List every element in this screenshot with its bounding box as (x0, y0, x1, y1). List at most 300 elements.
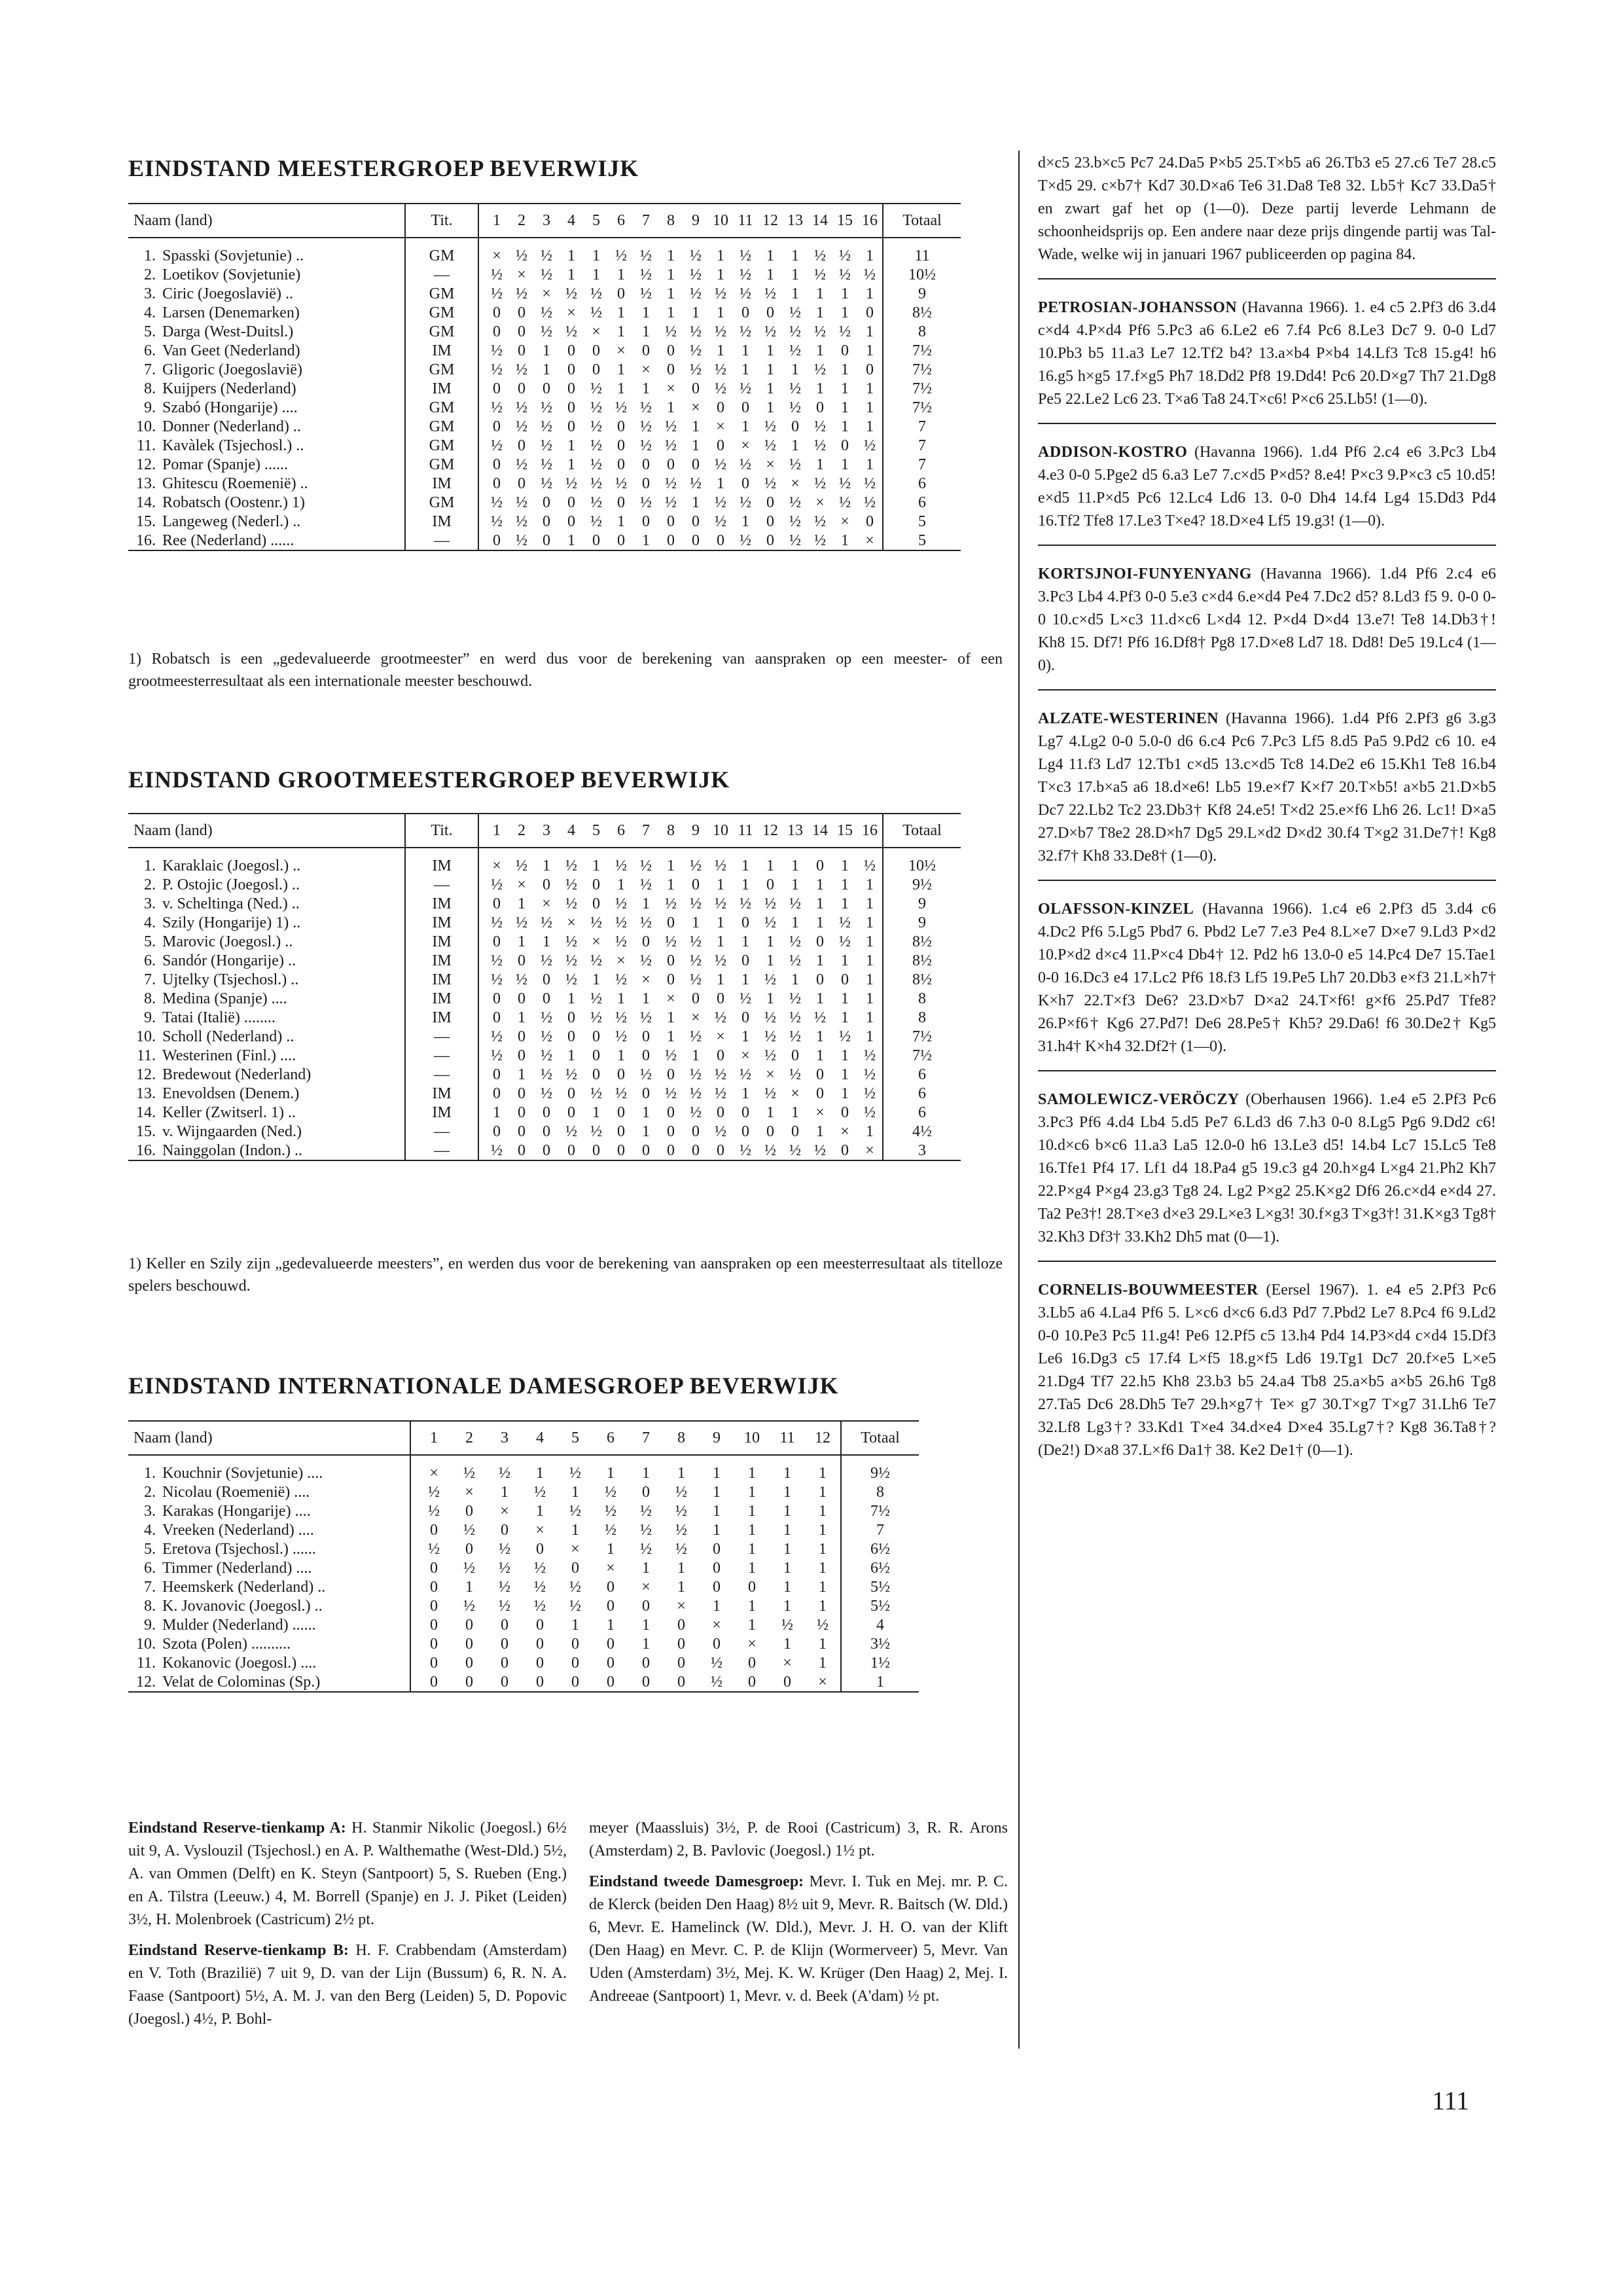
score-cell: 0 (567, 418, 575, 435)
rank: 6. (144, 342, 156, 359)
score-cell: ½ (864, 1066, 876, 1083)
score-cell: 1 (667, 876, 675, 893)
score-cell: 1 (543, 361, 550, 378)
score-cell: 0 (667, 1066, 675, 1083)
score-cell: 0 (465, 1502, 473, 1520)
table-row (128, 474, 961, 493)
score-cell: 1 (866, 399, 874, 416)
game-annotation (1038, 441, 1496, 533)
total-score: 11 (883, 246, 961, 265)
header-col-number: 8 (658, 814, 683, 848)
score-cell: × (815, 1103, 825, 1121)
score-cell: 1 (816, 456, 824, 473)
score-cell: 1 (617, 1047, 625, 1064)
score-cell: ½ (605, 1521, 616, 1539)
player-name: Robatsch (Oostenr.) 1) (156, 493, 405, 512)
score-cell: 1 (766, 933, 774, 950)
score-cell: 1 (766, 266, 774, 283)
table-row (128, 436, 961, 455)
score-cell: 1 (816, 914, 824, 931)
table-row (128, 455, 961, 474)
player-name: Eretova (Tsjechosl.) ...... (156, 1539, 410, 1558)
score-cell: 0 (791, 418, 799, 435)
score-cell: ½ (740, 493, 751, 511)
total-score: 8 (841, 1482, 919, 1501)
score-cell: ½ (491, 952, 503, 969)
score-cell: 0 (465, 1616, 473, 1634)
rank: 3. (144, 1502, 156, 1520)
total-score: 8½ (883, 951, 961, 970)
score-cell: ½ (640, 437, 652, 454)
score-cell: 1 (866, 247, 874, 264)
score-cell: 0 (642, 512, 650, 530)
score-cell: ½ (715, 1009, 726, 1026)
game-players: ADDISON-KOSTRO (1038, 444, 1188, 461)
score-cell: 1 (748, 1464, 756, 1482)
game-separator (1038, 689, 1496, 691)
rank: 14. (136, 1103, 156, 1121)
score-cell: ½ (814, 531, 826, 549)
score-cell: 0 (465, 1673, 473, 1691)
game-players: ALZATE-WESTERINEN (1038, 710, 1219, 727)
score-cell: ½ (516, 512, 527, 530)
score-cell: 1 (741, 933, 749, 950)
damesgroep-table (128, 1420, 919, 1693)
player-title: GM (405, 322, 478, 341)
header-total: Totaal (883, 204, 961, 238)
score-cell: 1 (841, 952, 849, 969)
score-cell: 1 (501, 1483, 508, 1501)
table-row (128, 913, 961, 932)
score-cell: 1 (692, 1047, 700, 1064)
score-cell: 1 (783, 1540, 791, 1558)
score-cell: 0 (493, 418, 501, 435)
score-cell: 1 (819, 1464, 827, 1482)
score-cell: 1 (677, 1464, 685, 1482)
score-cell: 1 (841, 1085, 849, 1102)
player-title: IM (405, 341, 478, 360)
header-name: Naam (land) (128, 814, 405, 848)
rank: 16. (136, 531, 156, 549)
rank: 10. (136, 1028, 156, 1045)
header-title: Tit. (405, 814, 478, 848)
total-score: 7½ (883, 398, 961, 417)
score-cell: 1 (866, 933, 874, 950)
table-row (128, 379, 961, 398)
score-cell: 0 (816, 1066, 824, 1083)
score-cell: ½ (690, 285, 702, 302)
rank: 16. (136, 1141, 156, 1159)
score-cell: 0 (713, 1540, 721, 1558)
score-cell: 1 (841, 399, 849, 416)
score-cell: 0 (567, 342, 575, 359)
score-cell: 0 (717, 1141, 724, 1159)
score-cell: 1 (816, 304, 824, 321)
table-row (128, 1520, 919, 1539)
score-cell: ½ (640, 1521, 652, 1539)
score-cell: 1 (713, 1502, 721, 1520)
score-cell: 0 (592, 1141, 600, 1159)
score-cell: 1 (766, 380, 774, 397)
score-cell: ½ (690, 1103, 702, 1121)
table-row (128, 875, 961, 894)
score-cell: ½ (789, 1028, 801, 1045)
score-cell: 1 (741, 876, 749, 893)
score-cell: ½ (590, 456, 602, 473)
score-cell: 1 (536, 1464, 544, 1482)
score-cell: ½ (839, 247, 851, 264)
score-cell: ½ (534, 1483, 546, 1501)
score-cell: 0 (430, 1616, 438, 1634)
table-row (128, 1027, 961, 1046)
score-cell: 1 (567, 531, 575, 549)
score-cell: ½ (615, 475, 627, 492)
score-cell: × (429, 1464, 438, 1482)
player-name: Ciric (Joegoslavië) .. (156, 284, 405, 303)
score-cell: 1 (741, 418, 749, 435)
score-cell: 1 (642, 1103, 650, 1121)
score-cell: 1 (816, 990, 824, 1007)
score-cell: 1 (617, 512, 625, 530)
score-cell: ½ (690, 266, 702, 283)
score-cell: 0 (667, 456, 675, 473)
score-cell: ½ (764, 285, 776, 302)
rank: 13. (136, 1085, 156, 1102)
rank: 4. (144, 914, 156, 931)
score-cell: × (677, 1597, 686, 1615)
game-moves: (Havanna 1966). 1.d4 Pf6 2.c4 e6 3.Pc3 Lb4 4.Pf3 0-0 5.e3 c×d4 6.e×d4 Pe4 7.Dc2 d5? 8.Ld3 f5 9. 0-0 0-0 10.c×d5 L×c3 11.d×c6 L×d4 12. P×d4 D×d4 13.e7! Te8 14.Db3†! Kh8 15. Df7! Pf6 16.Df8† Pg8 17.D×e8 Ld7 18. Dd8! De5 19.Lc4 (1—0). (1038, 565, 1496, 674)
score-cell: ½ (814, 418, 826, 435)
score-cell: 0 (536, 1540, 544, 1558)
score-cell: ½ (864, 437, 876, 454)
score-cell: 0 (430, 1578, 438, 1596)
score-cell: ½ (640, 857, 652, 874)
grootmeestergroep-table-wrap (128, 813, 961, 1161)
score-cell: 1 (819, 1502, 827, 1520)
total-score: 5 (883, 531, 961, 550)
score-cell: 0 (766, 1122, 774, 1140)
header-col-number: 15 (832, 814, 857, 848)
score-cell: 0 (493, 895, 501, 912)
score-cell: 1 (866, 418, 874, 435)
table-row (128, 1615, 919, 1634)
game-moves: (Oberhausen 1966). 1.e4 e5 2.Pf3 Pc6 3.Pc3 Pf6 4.d4 Lb4 5.d5 Pe7 6.Ld3 d6 7.h3 0-0 8.Lg5 Pg6 9.Dd2 c6! 10.d×c6 b×c6 11.a3 La5 12.0-0 h6 13.Le3 d5! 14.b4 Lc7 15.Lc5 Te8 16.Tfe1 Pf4 17. Lf1 d4 18.Pa4 g5 19.c3 g4 20.h×g4 L×g4 21.Ph2 Kh7 22.P×g4 P×g4 23.g3 Tg8 24. Lg2 P×g2 25.K×g2 Df6 26.c×d4 e×d4 27. Ta2 Pe3†! 28.T×e3 d×e3 29.L×e3 L×g3! 30.f×g3 T×g3†! 31.K×g3 Tg8† 32.Kh3 Df3† 33.Kh2 Dh5 mat (0—1). (1038, 1091, 1496, 1246)
score-cell: ½ (463, 1521, 475, 1539)
score-cell: 0 (816, 1085, 824, 1102)
score-cell: 0 (783, 1673, 791, 1691)
score-cell: ½ (814, 247, 826, 264)
score-cell: 1 (791, 876, 799, 893)
header-col-number: 6 (609, 814, 633, 848)
score-cell: 1 (607, 1464, 615, 1482)
header-col-number: 10 (708, 814, 733, 848)
score-cell: × (666, 990, 675, 1007)
score-cell: ½ (541, 1085, 552, 1102)
score-cell: × (666, 380, 675, 397)
score-cell: ½ (428, 1540, 440, 1558)
score-cell: 0 (642, 1654, 650, 1672)
table-row (128, 1634, 919, 1653)
table-row (128, 341, 961, 360)
rank: 5. (144, 1540, 156, 1558)
score-cell: 0 (501, 1673, 508, 1691)
score-cell: 1 (816, 876, 824, 893)
score-cell: 0 (713, 1559, 721, 1577)
player-name: Medina (Spanje) .... (156, 989, 405, 1008)
table-row (128, 1501, 919, 1520)
score-cell: 0 (841, 342, 849, 359)
score-cell: ½ (590, 380, 602, 397)
game-annotation (1038, 1279, 1496, 1462)
score-cell: ½ (764, 914, 776, 931)
score-cell: 1 (543, 933, 550, 950)
score-cell: 1 (766, 361, 774, 378)
score-cell: 1 (841, 361, 849, 378)
score-cell: ½ (740, 895, 751, 912)
score-cell: × (741, 437, 750, 454)
score-cell: ½ (789, 933, 801, 950)
score-cell: 0 (692, 876, 700, 893)
score-cell: 0 (642, 933, 650, 950)
score-cell: 1 (819, 1635, 827, 1653)
player-name: Van Geet (Nederland) (156, 341, 405, 360)
score-cell: 0 (543, 380, 550, 397)
score-cell: 1 (748, 1559, 756, 1577)
score-cell: × (712, 1616, 721, 1634)
score-cell: 0 (543, 531, 550, 549)
score-cell: 1 (567, 1047, 575, 1064)
player-title: IM (405, 1103, 478, 1122)
score-cell: × (592, 933, 601, 950)
grootmeestergroep-footnote: 1) Keller en Szily zijn „gedevalueerde meesters”, en werden dus voor de berekening van aanspraken op een meesterresultaat als titelloze spelers beschouwd. (128, 1255, 1003, 1295)
player-name: Vreeken (Nederland) .... (156, 1520, 410, 1539)
score-cell: 1 (592, 266, 600, 283)
score-cell: 1 (866, 971, 874, 988)
player-name: Mulder (Nederland) ...... (156, 1615, 410, 1634)
total-score: 7 (841, 1520, 919, 1539)
score-cell: ½ (789, 895, 801, 912)
score-cell: ½ (711, 1673, 722, 1691)
score-cell: 1 (717, 247, 724, 264)
score-cell: ½ (665, 437, 677, 454)
score-cell: 0 (543, 1103, 550, 1121)
score-cell: ½ (789, 342, 801, 359)
reserve-b-continued-paragraph: meyer (Maassluis) 3½, P. de Rooi (Castricum) 3, R. R. Arons (Amsterdam) 2, B. Pavlovic (Joegosl.) 1½ pt. (589, 1820, 1008, 1859)
score-cell: 0 (567, 493, 575, 511)
header-col-number: 7 (633, 204, 658, 238)
score-cell: ½ (781, 1616, 793, 1634)
score-cell: ½ (814, 266, 826, 283)
score-cell: 0 (501, 1521, 508, 1539)
score-cell: 0 (741, 475, 749, 492)
score-cell: ½ (590, 990, 602, 1007)
score-cell: 1 (717, 914, 724, 931)
score-cell: ½ (715, 1122, 726, 1140)
rank: 11. (136, 437, 156, 454)
score-cell: 0 (841, 1141, 849, 1159)
score-cell: 1 (713, 1483, 721, 1501)
header-col-number: 3 (534, 814, 559, 848)
score-cell: × (766, 456, 775, 473)
score-cell: 1 (866, 1122, 874, 1140)
score-cell: ½ (516, 914, 527, 931)
score-cell: ½ (640, 247, 652, 264)
score-cell: 1 (692, 304, 700, 321)
score-cell: 0 (617, 456, 625, 473)
rank: 7. (144, 1578, 156, 1596)
player-title: GM (405, 417, 478, 436)
score-cell: 1 (841, 876, 849, 893)
score-cell: ½ (690, 933, 702, 950)
score-cell: ½ (839, 266, 851, 283)
table-row (128, 1672, 919, 1692)
score-cell: ½ (516, 493, 527, 511)
total-score: 8 (883, 322, 961, 341)
score-cell: 1 (567, 437, 575, 454)
score-cell: × (492, 857, 501, 874)
player-name: Nicolau (Roemenië) .... (156, 1482, 410, 1501)
score-cell: 0 (493, 304, 501, 321)
score-cell: 0 (717, 437, 724, 454)
total-score: 8½ (883, 932, 961, 951)
score-cell: 0 (567, 399, 575, 416)
score-cell: 0 (543, 1141, 550, 1159)
column-divider (1018, 151, 1020, 2049)
total-score: 8 (883, 989, 961, 1008)
score-cell: ½ (665, 418, 677, 435)
score-cell: ½ (590, 512, 602, 530)
score-cell: ½ (541, 418, 552, 435)
score-cell: 0 (493, 1122, 501, 1140)
grootmeestergroep-table (128, 813, 961, 1161)
table-row (128, 1103, 961, 1122)
score-cell: 1 (567, 266, 575, 283)
score-cell: 0 (430, 1635, 438, 1653)
rank: 10. (136, 418, 156, 435)
score-cell: 1 (518, 895, 526, 912)
score-cell: ½ (814, 1141, 826, 1159)
score-cell: 1 (748, 1483, 756, 1501)
score-cell: × (840, 512, 849, 530)
score-cell: 0 (741, 399, 749, 416)
game-moves: (Havanna 1966). 1. e4 c5 2.Pf3 d6 3.d4 c×d4 4.P×d4 Pf6 5.Pc3 a6 6.Le2 e6 7.f4 Pc6 8.Le3 Dc7 9. 0-0 Ld7 10.Pb3 b5 11.a3 Le7 12.Tf2 b4? 13.a×b4 P×b4 14.Lf3 Tc8 15.g4! h6 16.g5 h×g5 17.f×g5 Ph7 18.Dd2 Pf8 19.Dd4! Pc6 20.D×g7 Th7 21.Dg8 Pe5 22.Le2 Lc6 23. T×a6 Ta8 24.T×c6! P×c6 25.Lb5! (1—0). (1038, 299, 1496, 408)
score-cell: ½ (565, 285, 577, 302)
game-annotation (1038, 1088, 1496, 1249)
score-cell: 0 (617, 1141, 625, 1159)
rank: 7. (144, 361, 156, 378)
player-name: Westerinen (Finl.) .... (156, 1046, 405, 1065)
score-cell: 0 (816, 857, 824, 874)
total-score: 8½ (883, 303, 961, 322)
score-cell: 1 (642, 323, 650, 340)
score-cell: ½ (839, 475, 851, 492)
score-cell: 1 (841, 990, 849, 1007)
player-name: Keller (Zwitserl. 1) .. (156, 1103, 405, 1122)
score-cell: 1 (766, 342, 774, 359)
score-cell: 1 (866, 990, 874, 1007)
score-cell: 1 (866, 285, 874, 302)
header-col-number: 1 (410, 1421, 452, 1455)
score-cell: ½ (715, 380, 726, 397)
score-cell: 1 (783, 1464, 791, 1482)
score-cell: 1 (741, 1028, 749, 1045)
player-title: — (405, 1065, 478, 1084)
score-cell: ½ (740, 456, 751, 473)
score-cell: ½ (665, 1047, 677, 1064)
score-cell: 0 (501, 1635, 508, 1653)
score-cell: 0 (465, 1540, 473, 1558)
score-cell: 1 (866, 323, 874, 340)
score-cell: ½ (499, 1578, 510, 1596)
total-score: 7 (883, 417, 961, 436)
table-row (128, 1596, 919, 1615)
score-cell: 0 (518, 1028, 526, 1045)
header-total: Totaal (841, 1421, 919, 1455)
score-cell: 1 (841, 531, 849, 549)
header-col-number: 8 (664, 1421, 699, 1455)
score-cell: ½ (814, 323, 826, 340)
header-col-number: 9 (683, 814, 708, 848)
player-name: K. Jovanovic (Joegosl.) .. (156, 1596, 410, 1615)
score-cell: ½ (675, 1502, 687, 1520)
header-col-number: 14 (808, 814, 832, 848)
score-cell: ½ (839, 493, 851, 511)
player-title: GM (405, 398, 478, 417)
game-moves: (Havanna 1966). 1.c4 e6 2.Pf3 d5 3.d4 c6 4.Dc2 Pf6 5.Lg5 Pbd7 6. Pbd2 Le7 7.e3 Pe4 8.L×e7 D×e7 9.Ld3 P×d2 10.P×d2 d×c4 11.P×c4 Db4† 12. Pd2 h6 13.0-0 e5 14.Pc4 De7 15.Tae1 0-0 16.Dc3 e4 17.Lc2 Pf6 18.f3 Lf5 19.Pe5 Lh7 20.Db3 e×f3 21.L×h7† K×h7 22.T×f3 De6? 23.D×b7 D×a2 24.T×f6! g×f6 25.Pd7 Tfe8? 26.P×f6† Kg6 27.Pd7! De6 28.Pe5† Kh5? 29.Da6! f6 30.De2† Kg5 31.h4† K×h4 32.Df2† (1—0). (1038, 901, 1496, 1055)
score-cell: ½ (491, 876, 503, 893)
score-cell: ½ (640, 1502, 652, 1520)
score-cell: 1 (766, 857, 774, 874)
score-cell: ½ (740, 285, 751, 302)
score-cell: ½ (690, 895, 702, 912)
table-row (128, 856, 961, 875)
player-name: Enevoldsen (Denem.) (156, 1084, 405, 1103)
score-cell: 0 (592, 361, 600, 378)
score-cell: 1 (819, 1559, 827, 1577)
score-cell: ½ (491, 1028, 503, 1045)
rank: 9. (144, 1616, 156, 1634)
rank: 13. (136, 475, 156, 492)
score-cell: 0 (493, 933, 501, 950)
header-col-number: 11 (733, 814, 758, 848)
score-cell: ½ (789, 1066, 801, 1083)
score-cell: ½ (590, 418, 602, 435)
score-cell: 0 (592, 531, 600, 549)
score-cell: 1 (642, 1559, 650, 1577)
score-cell: ½ (690, 952, 702, 969)
score-cell: 0 (617, 285, 625, 302)
header-total: Totaal (883, 814, 961, 848)
score-cell: ½ (541, 1066, 552, 1083)
score-cell: 1 (748, 1597, 756, 1615)
score-cell: 0 (791, 1047, 799, 1064)
score-cell: 0 (741, 304, 749, 321)
player-title: — (405, 875, 478, 894)
table-row (128, 1065, 961, 1084)
games-column (1038, 152, 1496, 1462)
score-cell: 0 (741, 1122, 749, 1140)
player-title: GM (405, 493, 478, 512)
score-cell: ½ (615, 933, 627, 950)
score-cell: 1 (592, 971, 600, 988)
score-cell: ½ (516, 857, 527, 874)
score-cell: ½ (590, 475, 602, 492)
score-cell: 1 (791, 971, 799, 988)
table-row (128, 360, 961, 379)
player-title: IM (405, 379, 478, 398)
rank: 10. (136, 1635, 156, 1653)
score-cell: ½ (491, 914, 503, 931)
